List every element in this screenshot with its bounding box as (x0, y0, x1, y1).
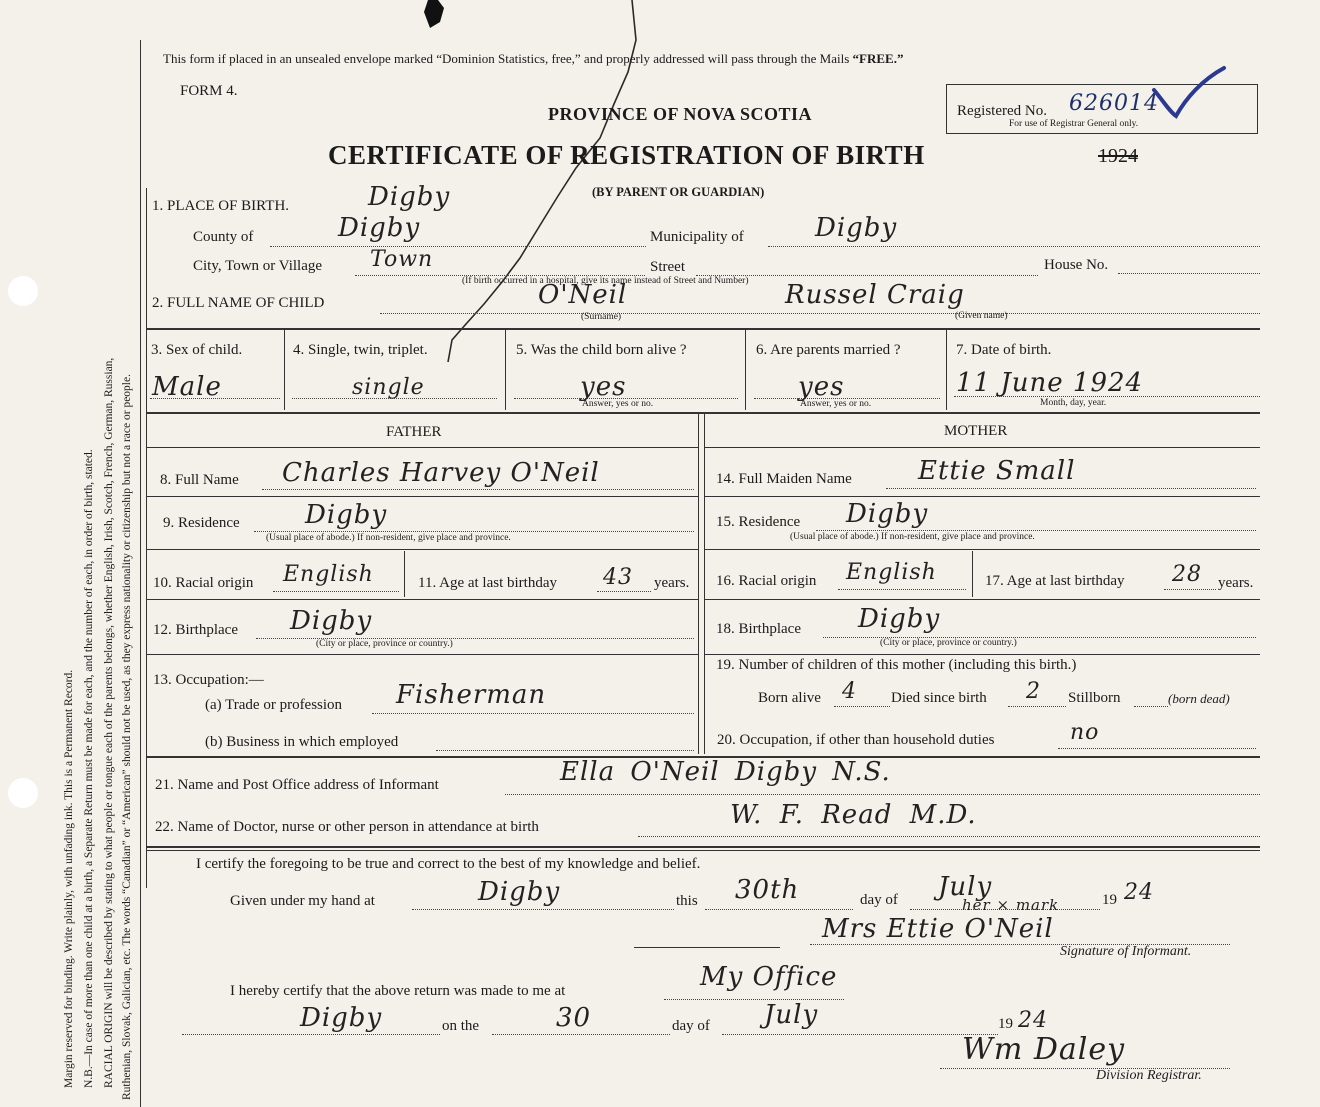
given-year-prefix: 19 (1102, 892, 1117, 908)
page-title: CERTIFICATE OF REGISTRATION OF BIRTH (328, 140, 925, 170)
this-label: this (676, 893, 698, 909)
father-business-label: (b) Business in which employed (205, 734, 399, 750)
margin-note-racial-origin: RACIAL ORIGIN will be described by stating to what people or tongue each of the parents belongs, whether English, Irish, Scotch, French, German, Russian, (103, 357, 115, 1088)
registrar-signature: Wm Daley (962, 1032, 1126, 1067)
given-month-value: July (938, 872, 993, 902)
father-heading: FATHER (386, 424, 442, 440)
mother-birthplace-label: 18. Birthplace (716, 621, 801, 637)
given-day-value: 30th (735, 875, 800, 905)
struck-year: 1924 (1098, 145, 1138, 167)
registrar-day-value: 30 (556, 1003, 592, 1033)
father-age-label: 11. Age at last birthday (418, 575, 557, 591)
city-value: Town (370, 247, 434, 272)
mother-age-value: 28 (1172, 562, 1202, 587)
informant-signature-mark: her × mark (962, 896, 1060, 914)
father-racial-label: 10. Racial origin (153, 575, 254, 591)
registered-label: Registered No. (957, 103, 1047, 119)
doctor-value: W. F. Read M.D. (730, 800, 977, 830)
given-place-value: Digby (478, 877, 561, 907)
stillborn-label: Stillborn (1068, 690, 1121, 706)
father-age-value: 43 (603, 565, 633, 590)
dob-label: 7. Date of birth. (956, 342, 1052, 358)
born-alive-label: 5. Was the child born alive ? (516, 342, 687, 358)
mother-residence-value: Digby (846, 499, 929, 529)
mother-occupation-value: no (1070, 720, 1100, 745)
father-residence-label: 9. Residence (163, 515, 240, 531)
child-given-note: (Given name) (955, 311, 1008, 321)
dob-note: Month, day, year. (1040, 398, 1107, 408)
married-value: yes (798, 372, 845, 402)
mother-racial-label: 16. Racial origin (716, 573, 817, 589)
mail-notice-text: This form if placed in an unsealed envelope marked “Dominion Statistics, free,” and properly addressed will pass through the Mails (163, 51, 850, 66)
multiple-value: single (352, 375, 425, 400)
died-since-birth-value: 2 (1026, 679, 1041, 704)
child-surname-value: O'Neil (538, 280, 628, 310)
hospital-note: (If birth occurred in a hospital, give its name instead of Street and Number) (462, 276, 749, 286)
child-surname-note: (Surname) (581, 312, 622, 322)
sex-value: Male (152, 372, 222, 402)
margin-note-multiple-birth: N.B.—In case of more than one child at a birth, a Separate Return must be made for each, and the number of each, in order of birth, stated. (83, 449, 95, 1088)
registrar-statement: I hereby certify that the above return was made to me at (230, 983, 566, 999)
on-the-label: on the (442, 1018, 480, 1034)
given-year-value: 24 (1124, 880, 1154, 905)
binding-hole-top (8, 276, 38, 306)
father-residence-value: Digby (305, 500, 388, 530)
registrar-town-value: Digby (300, 1003, 383, 1033)
municipality-label: Municipality of (650, 229, 744, 245)
father-trade-label: (a) Trade or profession (205, 697, 343, 713)
mother-racial-value: English (846, 560, 937, 585)
municipality-value: Digby (815, 213, 898, 243)
mother-name-value: Ettie Small (918, 456, 1076, 486)
given-day-label: day of (860, 892, 898, 908)
father-occupation-label: 13. Occupation:— (153, 672, 264, 688)
married-note: Answer, yes or no. (800, 399, 872, 409)
page-subtitle: (BY PARENT OR GUARDIAN) (592, 185, 765, 199)
place-of-birth-value: Digby (368, 182, 451, 212)
mother-children-label: 19. Number of children of this mother (including this birth.) (716, 657, 1077, 673)
province-heading: PROVINCE OF NOVA SCOTIA (548, 104, 813, 124)
father-racial-value: English (283, 562, 374, 587)
born-alive-count-value: 4 (842, 679, 857, 704)
father-birthplace-value: Digby (290, 606, 373, 636)
child-given-value: Russel Craig (785, 280, 965, 310)
registrar-day-label: day of (672, 1018, 710, 1034)
mail-notice (163, 51, 903, 67)
street-label: Street (650, 259, 685, 275)
mother-birthplace-note: (City or place, province or country.) (880, 638, 1017, 648)
mother-residence-note: (Usual place of abode.) If non-resident, give place and province. (790, 532, 1035, 542)
division-registrar-label: Division Registrar. (1096, 1068, 1202, 1083)
married-label: 6. Are parents married ? (756, 342, 901, 358)
registrar-year-value: 24 (1018, 1008, 1048, 1033)
mother-birthplace-value: Digby (858, 604, 941, 634)
informant-signature-label: Signature of Informant. (1060, 944, 1192, 959)
binding-margin-border (146, 188, 147, 888)
margin-note-racial-origin-cont: Ruthenian, Slovak, Galician, etc. The words “Canadian” or “American” should not be used, as they express nationality or citizenship but not a race or people. (121, 374, 133, 1100)
sex-label: 3. Sex of child. (151, 342, 243, 358)
born-alive-count-label: Born alive (758, 690, 821, 706)
father-trade-value: Fisherman (396, 680, 547, 710)
born-alive-note: Answer, yes or no. (582, 399, 654, 409)
binding-hole-bottom (8, 778, 38, 808)
informant-signature: Mrs Ettie O'Neil (822, 914, 1054, 944)
registrar-year-prefix: 19 (998, 1016, 1013, 1032)
stillborn-note: (born dead) (1168, 691, 1230, 706)
mother-age-suffix: years. (1218, 575, 1254, 591)
father-residence-note: (Usual place of abode.) If non-resident, give place and province. (266, 533, 511, 543)
mother-name-label: 14. Full Maiden Name (716, 471, 852, 487)
margin-line (140, 40, 141, 1107)
dob-value: 11 June 1924 (956, 368, 1144, 398)
registrar-place-value: My Office (700, 962, 838, 992)
county-label: County of (193, 229, 254, 245)
father-birthplace-label: 12. Birthplace (153, 622, 238, 638)
mother-residence-label: 15. Residence (716, 514, 801, 530)
registrar-check-icon (1150, 64, 1230, 124)
margin-note-binding: Margin reserved for binding. Write plainly, with unfading ink. This is a Permanent Record. (63, 669, 75, 1088)
given-under-label: Given under my hand at (230, 893, 375, 909)
multiple-label: 4. Single, twin, triplet. (293, 342, 428, 358)
registered-note: For use of Registrar General only. (1009, 119, 1139, 129)
city-label: City, Town or Village (193, 258, 323, 274)
informant-label: 21. Name and Post Office address of Informant (155, 777, 439, 793)
father-name-value: Charles Harvey O'Neil (282, 458, 600, 488)
registered-value: 626014 (1069, 91, 1159, 116)
mail-notice-free: “FREE.” (852, 51, 904, 66)
place-of-birth-label: 1. PLACE OF BIRTH. (152, 198, 290, 214)
father-age-suffix: years. (654, 575, 690, 591)
registrar-month-value: July (764, 1000, 819, 1030)
house-label: House No. (1044, 257, 1109, 273)
died-since-birth-label: Died since birth (891, 690, 987, 706)
father-birthplace-note: (City or place, province or country.) (316, 639, 453, 649)
child-name-label: 2. FULL NAME OF CHILD (152, 295, 325, 311)
form-number: FORM 4. (180, 83, 238, 99)
mother-age-label: 17. Age at last birthday (985, 573, 1125, 589)
mother-occupation-label: 20. Occupation, if other than household duties (717, 732, 995, 748)
doctor-label: 22. Name of Doctor, nurse or other person in attendance at birth (155, 819, 539, 835)
informant-value: Ella O'Neil Digby N.S. (560, 757, 891, 787)
born-alive-value: yes (580, 372, 627, 402)
county-value: Digby (338, 213, 421, 243)
father-name-label: 8. Full Name (160, 472, 239, 488)
certify-statement: I certify the foregoing to be true and correct to the best of my knowledge and belief. (196, 856, 701, 872)
mother-heading: MOTHER (944, 423, 1008, 439)
